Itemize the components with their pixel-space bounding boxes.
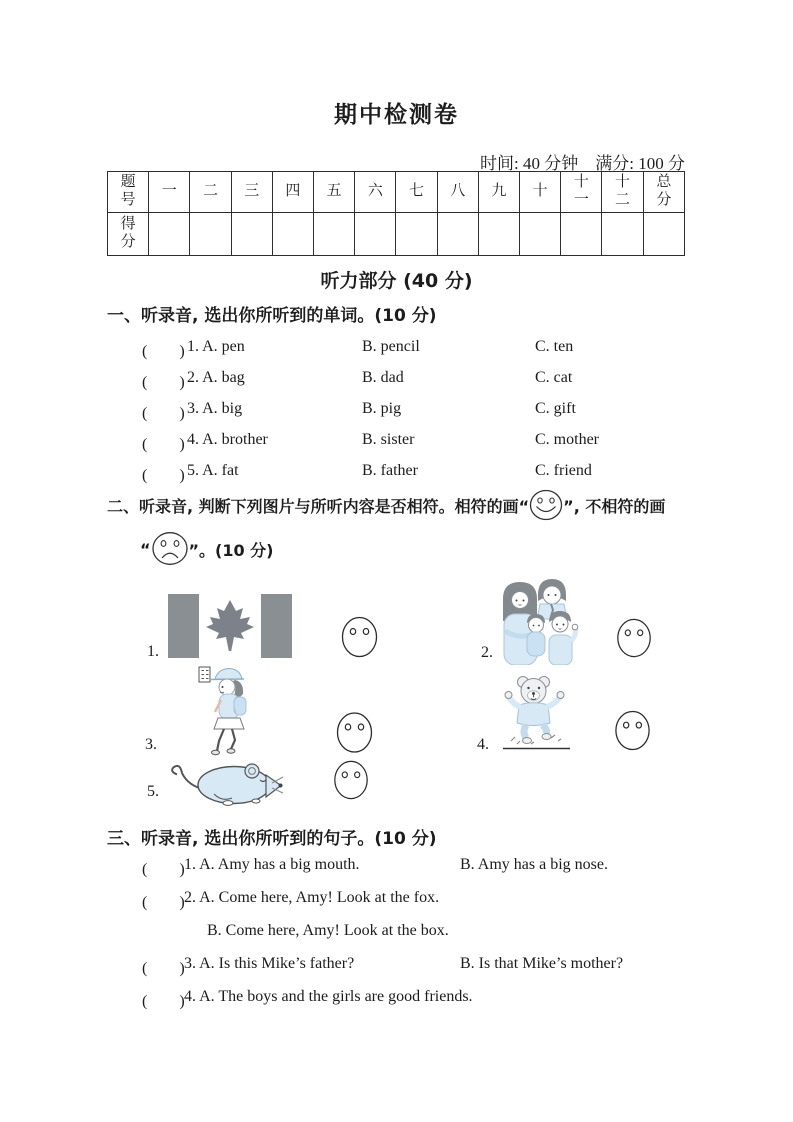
s3-item-2 (107, 889, 707, 911)
option-a: 3. A. Is this Mike’s father? (184, 955, 355, 972)
score-cell[interactable] (602, 213, 643, 256)
col-3: 三 (231, 172, 272, 213)
option-b: B. dad (362, 369, 404, 386)
option-b: B. pig (362, 400, 402, 417)
section2-heading-text4: ”。(10 分) (188, 540, 274, 560)
answer-blank[interactable]: ( ) (142, 467, 185, 484)
section3-heading: 三、听录音, 选出你所听到的句子。(10 分) (107, 829, 437, 849)
col-5: 五 (314, 172, 355, 213)
canada-flag-image (168, 594, 292, 658)
score-cell[interactable] (520, 213, 561, 256)
family-image (494, 577, 582, 665)
score-cell[interactable] (437, 213, 478, 256)
col-total: 总 分 (643, 172, 684, 213)
answer-blank[interactable]: ( ) (142, 993, 185, 1010)
s3-item-2b (107, 922, 707, 944)
answer-blank[interactable]: ( ) (142, 894, 185, 911)
s3-item-4 (107, 988, 707, 1010)
answer-blank[interactable]: ( ) (142, 861, 185, 878)
score-cell[interactable] (272, 213, 313, 256)
section2-heading-text1: 二、听录音, 判断下列图片与所听内容是否相符。相符的画“ (107, 496, 530, 516)
walking-girl-image (198, 666, 260, 756)
item-number: 4. (477, 736, 489, 753)
option-b: B. pencil (362, 338, 420, 355)
score-cell[interactable] (355, 213, 396, 256)
section2-heading-text3: “ (140, 539, 151, 559)
col-1: 一 (149, 172, 190, 213)
section1-heading: 一、听录音, 选出你所听到的单词。(10 分) (107, 306, 437, 326)
answer-blank[interactable]: ( ) (142, 436, 185, 453)
option-c: C. gift (535, 400, 576, 417)
score-row-label: 得 分 (108, 213, 149, 256)
answer-blank[interactable]: ( ) (142, 374, 185, 391)
col-8: 八 (437, 172, 478, 213)
smiley-face-icon (529, 489, 563, 521)
answer-blank[interactable]: ( ) (142, 405, 185, 422)
item-number: 3. (145, 736, 157, 753)
s1-item-4 (107, 431, 707, 453)
answer-face-circle[interactable] (614, 710, 651, 751)
s1-item-2 (107, 369, 707, 391)
score-cell[interactable] (396, 213, 437, 256)
time-score-meta: 时间: 40 分钟 满分: 100 分 (480, 154, 685, 173)
item-number: 1. (147, 643, 159, 660)
score-cell[interactable] (314, 213, 355, 256)
option-a: 5. A. fat (187, 462, 239, 479)
s3-item-1 (107, 856, 707, 878)
option-b: B. sister (362, 431, 415, 448)
s3-item-3 (107, 955, 707, 977)
s1-item-3 (107, 400, 707, 422)
option-a: 3. A. big (187, 400, 243, 417)
score-cell[interactable] (231, 213, 272, 256)
score-row (108, 213, 685, 256)
col-10: 十 (520, 172, 561, 213)
answer-face-circle[interactable] (341, 616, 378, 658)
col-6: 六 (355, 172, 396, 213)
option-c: C. ten (535, 338, 574, 355)
answer-face-circle[interactable] (333, 760, 369, 800)
option-b: B. Come here, Amy! Look at the box. (207, 922, 449, 939)
section2-heading-text2: ”, 不相符的画 (563, 496, 666, 516)
option-a: 1. A. pen (187, 338, 245, 355)
page-title: 期中检测卷 (334, 102, 459, 128)
jumping-bear-image (502, 674, 572, 752)
question-number-row (108, 172, 685, 213)
answer-blank[interactable]: ( ) (142, 960, 185, 977)
mouse-image (170, 756, 284, 806)
item-number: 2. (481, 644, 493, 661)
score-cell[interactable] (190, 213, 231, 256)
option-a: 2. A. Come here, Amy! Look at the fox. (184, 889, 440, 906)
option-a: 4. A. The boys and the girls are good friends. (184, 988, 473, 1005)
score-cell[interactable] (561, 213, 602, 256)
frowny-face-icon (151, 531, 189, 567)
option-c: C. mother (535, 431, 599, 448)
option-a: 1. A. Amy has a big mouth. (184, 856, 360, 873)
score-cell[interactable] (643, 213, 684, 256)
score-cell[interactable] (149, 213, 190, 256)
item-number: 5. (147, 783, 159, 800)
option-b: B. Is that Mike’s mother? (460, 955, 624, 972)
listening-part-heading: 听力部分 (40 分) (320, 270, 473, 292)
score-table (107, 171, 685, 256)
answer-face-circle[interactable] (616, 618, 652, 658)
option-a: 2. A. bag (187, 369, 245, 386)
s1-item-5 (107, 462, 707, 484)
s1-item-1 (107, 338, 707, 360)
option-c: C. friend (535, 462, 592, 479)
col-4: 四 (272, 172, 313, 213)
option-a: 4. A. brother (187, 431, 268, 448)
col-2: 二 (190, 172, 231, 213)
section2-heading-line1 (107, 489, 665, 521)
col-12: 十 二 (602, 172, 643, 213)
col-11: 十 一 (561, 172, 602, 213)
section2-heading-line2 (140, 531, 274, 567)
option-c: C. cat (535, 369, 573, 386)
score-table-corner: 题 号 (108, 172, 149, 213)
answer-blank[interactable]: ( ) (142, 343, 185, 360)
score-cell[interactable] (478, 213, 519, 256)
option-b: B. father (362, 462, 418, 479)
answer-face-circle[interactable] (336, 711, 373, 754)
col-9: 九 (478, 172, 519, 213)
col-7: 七 (396, 172, 437, 213)
option-b: B. Amy has a big nose. (460, 856, 608, 873)
